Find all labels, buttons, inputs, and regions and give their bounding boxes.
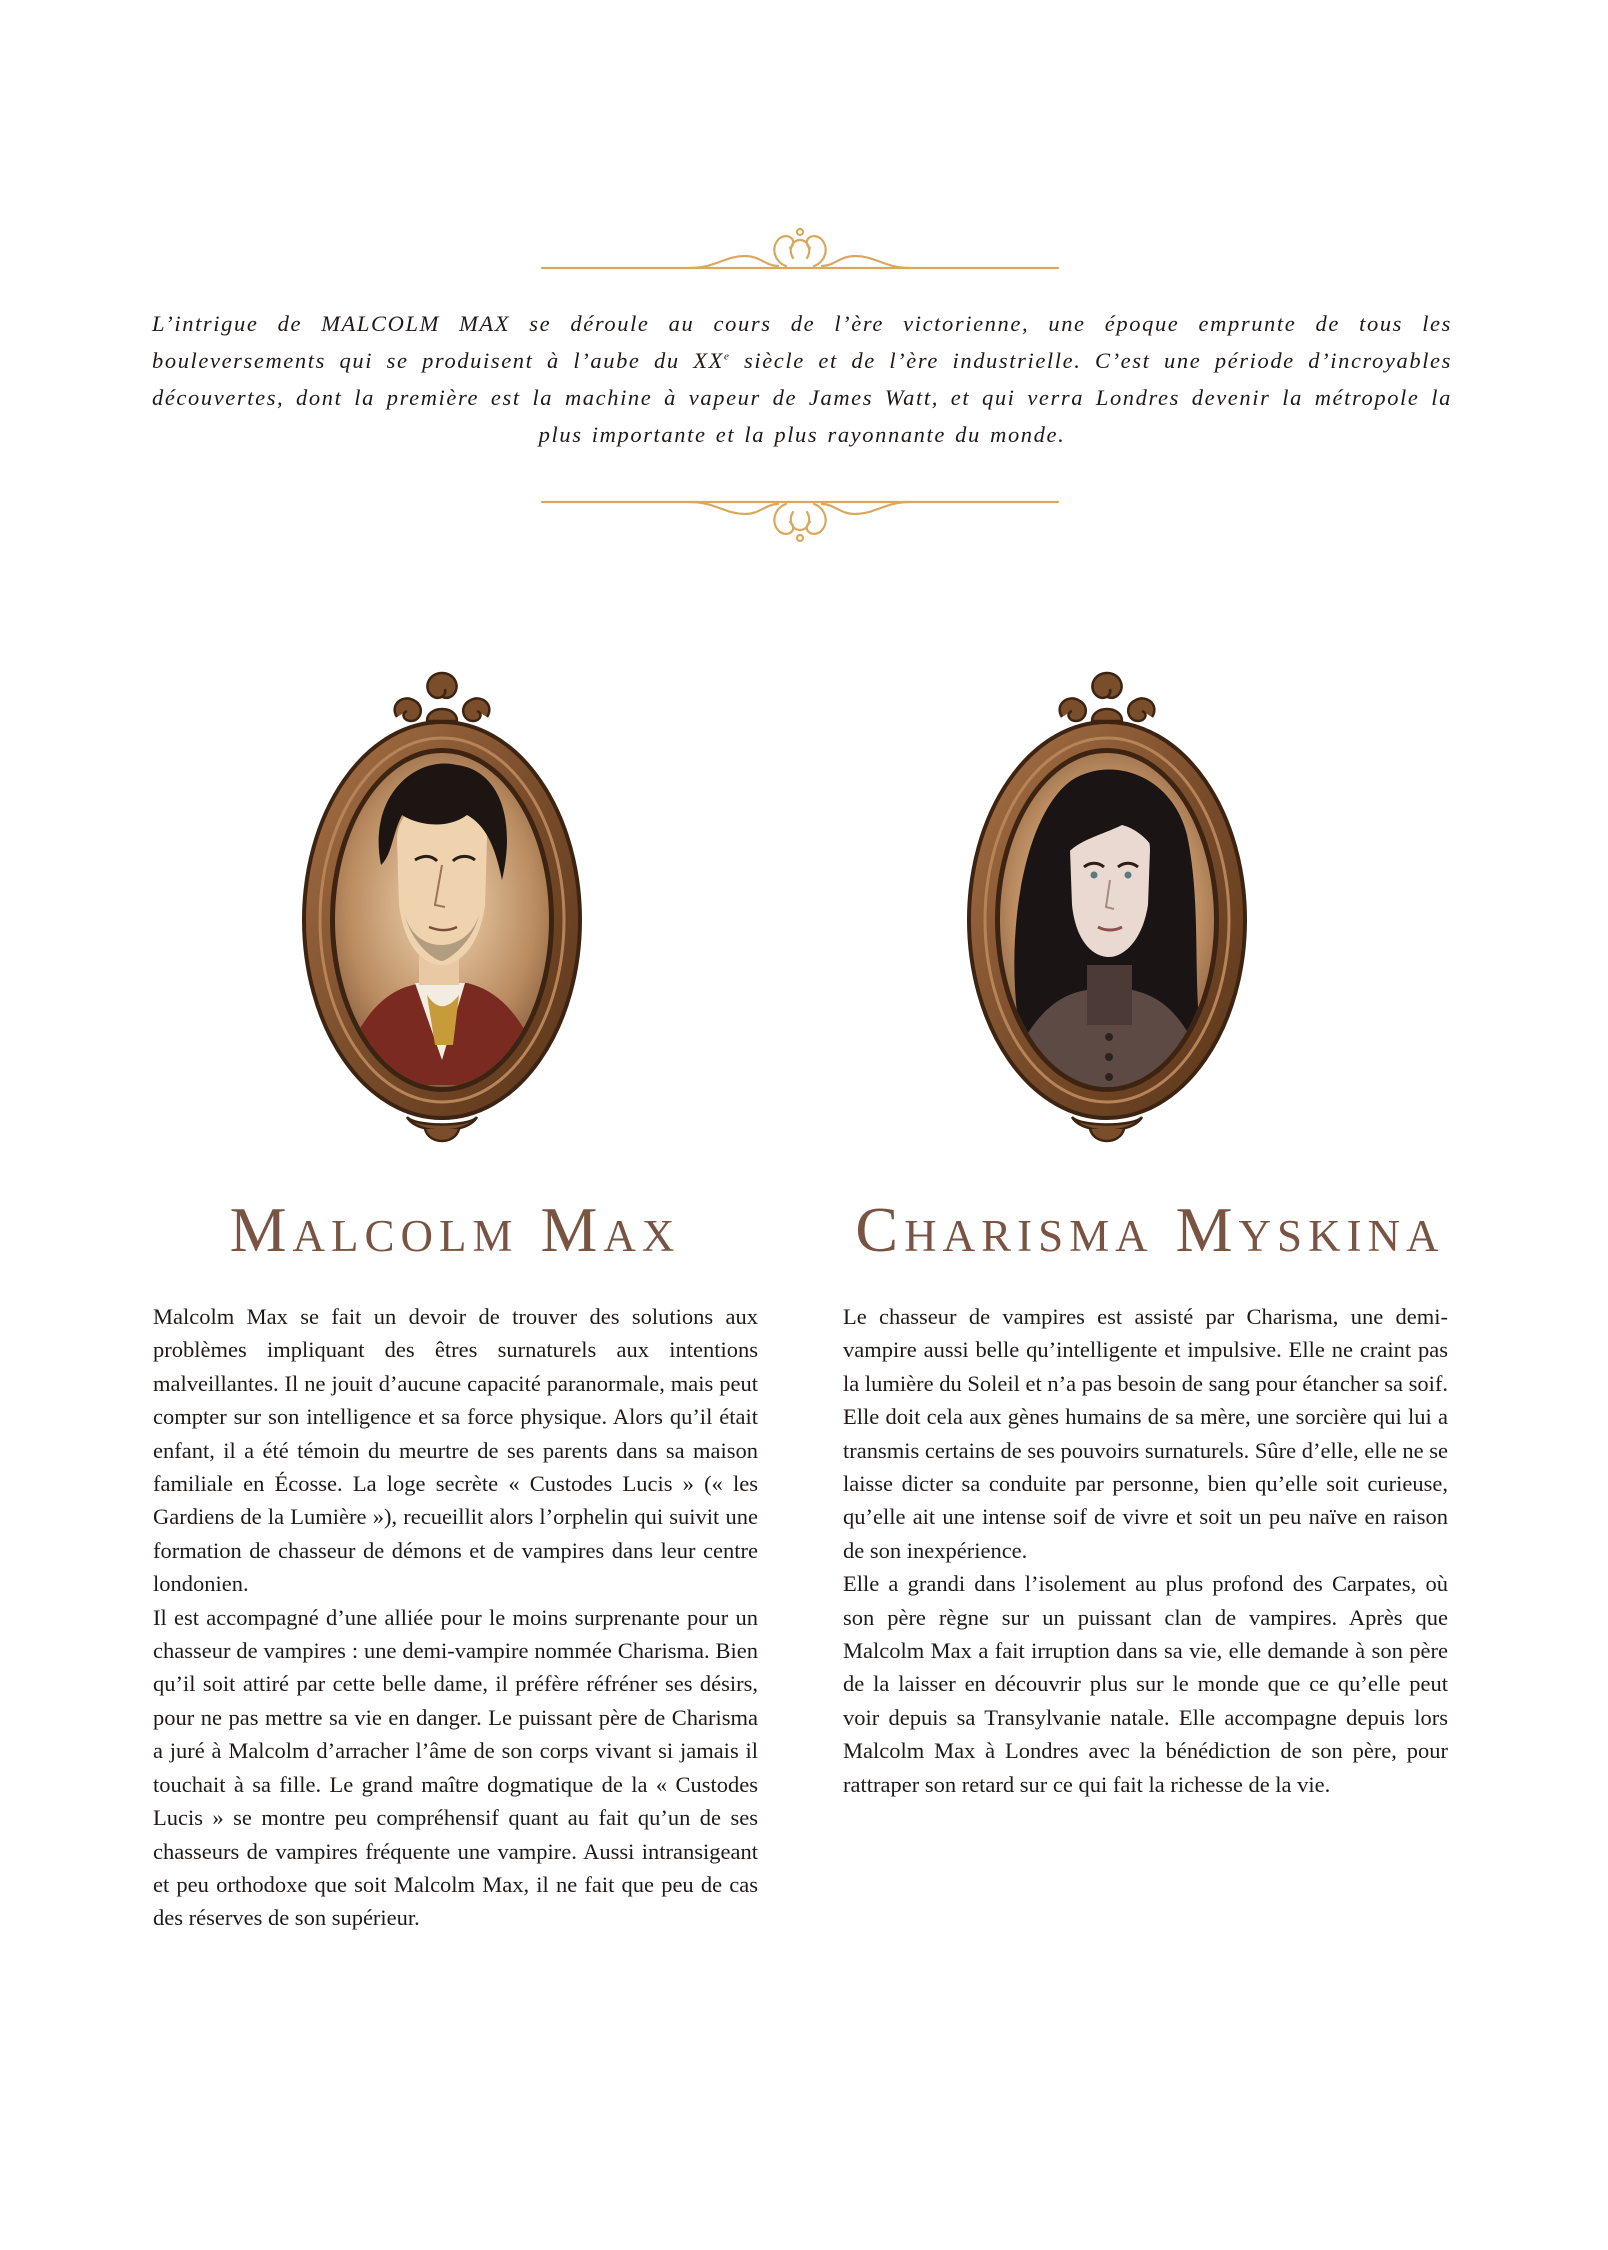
intro-text-end: siècle et de l’ère industrielle. C’est une période d’incroyables découvertes, dont la première est la machine à vapeur de James Watt, et qui verra Londres devenir la métropole la plus importante et la plus rayonnante du monde. xyxy=(152,348,1452,447)
bottom-scroll-ornament-icon xyxy=(540,488,1060,548)
charisma-portrait-icon xyxy=(962,665,1252,1165)
top-scroll-ornament-icon xyxy=(540,222,1060,282)
intro-superscript: e xyxy=(723,350,731,363)
charisma-bio-paragraph: Le chasseur de vampires est assisté par Charisma, une demi-vampire aussi belle qu’intelligente et impulsive. Elle ne craint pas la lumière du Soleil et n’a pas besoin de sang pour étancher sa soif. Elle doit cela aux gènes humains de sa mère, une sorcière qui lui a transmis certains de ses pouvoirs surnaturels. Sûre d’elle, elle ne se laisse dicter sa conduite par personne, bien qu’elle soit curieuse, qu’elle ait une intense soif de vivre et soit un peu naïve en raison de son inexpérience. xyxy=(843,1304,1448,1563)
charisma-bio-paragraph: Elle a grandi dans l’isolement au plus profond des Carpates, où son père règne sur un puissant clan de vampires. Après que Malcolm Max a fait irruption dans sa vie, elle demande à son père de la laisser en découvrir plus sur le monde que ce qu’elle peut voir depuis sa Transylvanie natale. Elle accompagne depuis lors Malcolm Max à Londres avec la bénédiction de son père, pour rattraper son retard sur ce qui fait la richesse de la vie. xyxy=(843,1571,1448,1797)
malcolm-bio-paragraph: Il est accompagné d’une alliée pour le moins surprenante pour un chasseur de vampires : une demi-vampire nommée Charisma. Bien qu’il soit attiré par cette belle dame, il préfère réfréner ses désirs, pour ne pas mettre sa vie en danger. Le puissant père de Charisma a juré à Malcolm d’arracher l’âme de son corps vivant si jamais il touchait à sa fille. Le grand maître dogmatique de la « Custodes Lucis » se montre peu compréhensif quant au fait qu’un de ses chasseurs de vampires fréquente une vampire. Aussi intransigeant et peu orthodoxe que soit Malcolm Max, il ne fait que peu de cas des réserves de son supérieur. xyxy=(153,1604,758,1931)
malcolm-name-heading: Malcolm Max xyxy=(229,1194,681,1265)
malcolm-bio-paragraph: Malcolm Max se fait un devoir de trouver des solutions aux problèmes impliquant des êtres surnaturels aux intentions malveillantes. Il ne jouit d’aucune capacité paranormale, mais peut compter sur son intelligence et sa force physique. Alors qu’il était enfant, il a été témoin du meurtre de ses parents dans sa maison familiale en Écosse. La loge secrète « Custodes Lucis » (« les Gardiens de la Lumière »), recueillit alors l’orphelin qui suivit une formation de chasseur de démons et de vampires dans leur centre londonien. xyxy=(153,1304,758,1597)
charisma-biography xyxy=(843,1300,1448,1801)
intro-paragraph xyxy=(152,305,1452,453)
malcolm-biography xyxy=(153,1300,758,1935)
charisma-name-heading: Charisma Myskina xyxy=(855,1194,1445,1265)
malcolm-portrait-icon xyxy=(297,665,587,1165)
intro-text-start: L’intrigue de MALCOLM MAX se déroule au cours de l’ère victorienne, une époque emprunte de tous les bouleversements qui se produisent à l’aube du XX xyxy=(152,311,1452,373)
